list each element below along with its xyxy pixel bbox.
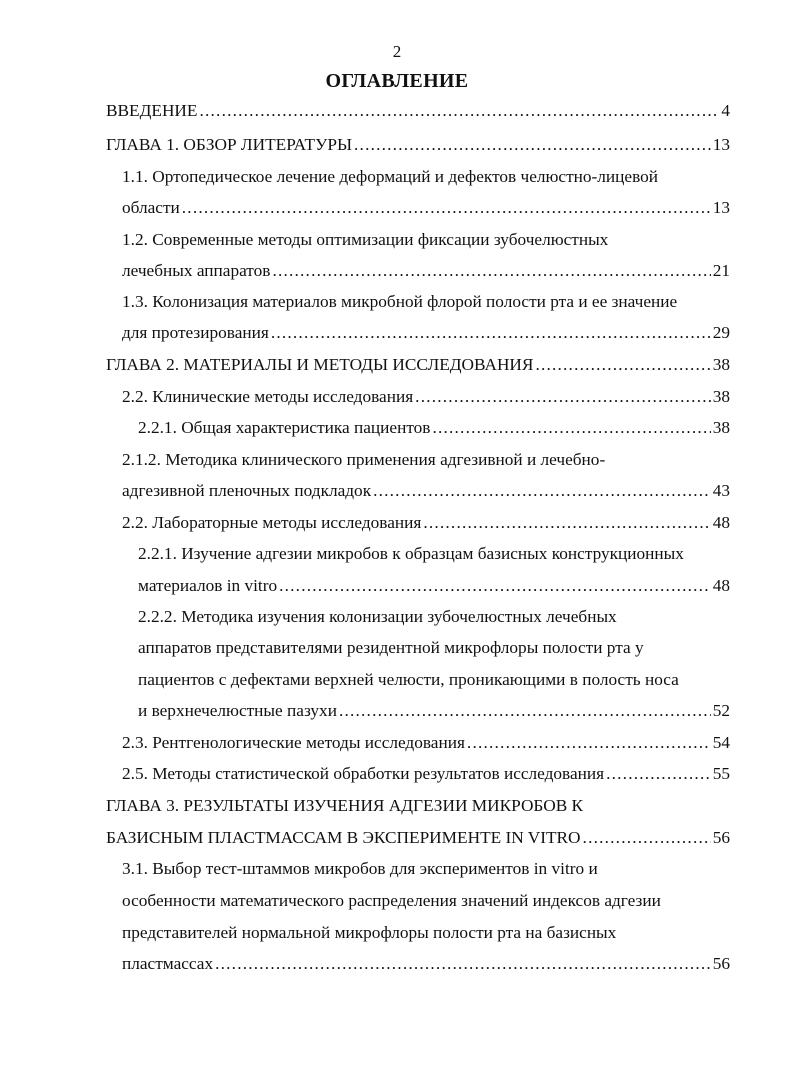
toc-page-number: 48: [712, 513, 730, 532]
toc-entry-text: БАЗИСНЫМ ПЛАСТМАССАМ В ЭКСПЕРИМЕНТЕ IN VITRO: [106, 828, 581, 847]
toc-entry-2-1-2-line-1: [122, 445, 730, 475]
toc-entry-text: ГЛАВА 2. МАТЕРИАЛЫ И МЕТОДЫ ИССЛЕДОВАНИЯ: [106, 355, 534, 374]
toc-leader: [467, 728, 711, 758]
toc-leader: [272, 256, 710, 286]
toc-entry-text: пластмассах: [122, 954, 214, 973]
toc-entry-text: лечебных аппаратов: [122, 261, 271, 280]
toc-page-number: 56: [712, 828, 730, 847]
toc-entry-2-2-2-line-1: [138, 602, 730, 632]
toc-entry-text: аппаратов представителями резидентной микрофлоры полости рта у: [138, 638, 644, 657]
toc-entry-text: 2.2. Клинические методы исследования: [122, 387, 414, 406]
toc-leader: [339, 696, 711, 726]
toc-leader: [182, 193, 711, 223]
toc-entry-text: ГЛАВА 1. ОБЗОР ЛИТЕРАТУРЫ: [106, 135, 353, 154]
page-number: 2: [392, 42, 402, 61]
toc-leader: [215, 949, 711, 979]
toc-leader: [354, 130, 711, 160]
toc-page-number: 54: [712, 733, 730, 752]
toc-entry-2-2-2-line-3: [138, 665, 730, 695]
toc-title: ОГЛАВЛЕНИЕ: [325, 70, 469, 92]
toc-entry-text: ГЛАВА 3. РЕЗУЛЬТАТЫ ИЗУЧЕНИЯ АДГЕЗИИ МИКРОБОВ К: [106, 796, 584, 815]
toc-entry-2-2-lab: [122, 508, 730, 538]
toc-entry-2-2-clinical: [122, 382, 730, 412]
toc-entry-2-1-2-line-2: [122, 476, 730, 506]
toc-entry-text: материалов in vitro: [138, 576, 278, 595]
toc-leader: [199, 96, 719, 126]
toc-page-number: 43: [712, 481, 730, 500]
toc-entry-text: 2.2. Лабораторные методы исследования: [122, 513, 422, 532]
toc-entry-text: 2.3. Рентгенологические методы исследования: [122, 733, 465, 752]
toc-page-number: 13: [712, 135, 730, 154]
toc-entry-text: ВВЕДЕНИЕ: [106, 101, 198, 120]
toc-page-number: 38: [712, 418, 730, 437]
toc-entry-3-1-line-2: [122, 886, 730, 916]
toc-leader: [271, 318, 711, 348]
toc-leader: [279, 571, 711, 601]
toc-entry-text: 3.1. Выбор тест-штаммов микробов для экспериментов in vitro и: [122, 859, 598, 878]
toc-page-number: 4: [721, 101, 730, 120]
toc-entry-text: 2.1.2. Методика клинического применения адгезивной и лечебно-: [122, 450, 606, 469]
toc-leader: [606, 759, 711, 789]
toc-entry-2-2-1-adhesion-line-1: [138, 539, 730, 569]
toc-entry-text: особенности математического распределения значений индексов адгезии: [122, 891, 661, 910]
toc-page-number: 56: [712, 954, 730, 973]
toc-entry-3-1-line-4: [122, 949, 730, 979]
toc-entry-chapter-2: [106, 350, 730, 380]
toc-entry-text: пациентов с дефектами верхней челюсти, проникающими в полость носа: [138, 670, 679, 689]
toc-entry-2-3: [122, 728, 730, 758]
toc-entry-text: представителей нормальной микрофлоры полости рта на базисных: [122, 923, 617, 942]
toc-leader: [583, 823, 711, 853]
toc-entry-3-1-line-3: [122, 918, 730, 948]
toc-entry-text: адгезивной пленочных подкладок: [122, 481, 372, 500]
toc-leader: [423, 508, 710, 538]
toc-entry-1-1-line-2: [122, 193, 730, 223]
toc-page-number: 52: [712, 701, 730, 720]
toc-entry-1-2-line-2: [122, 256, 730, 286]
toc-entry-text: 2.2.1. Изучение адгезии микробов к образцам базисных конструкционных: [138, 544, 684, 563]
toc-entry-2-2-1-adhesion-line-2: [138, 571, 730, 601]
toc-entry-3-1-line-1: [122, 854, 730, 884]
toc-entry-text: 1.3. Колонизация материалов микробной флорой полости рта и ее значение: [122, 292, 678, 311]
toc-entry-text: 2.2.2. Методика изучения колонизации зубочелюстных лечебных: [138, 607, 617, 626]
toc-entry-2-2-1-patients: [138, 413, 730, 443]
toc-page-number: 38: [712, 355, 730, 374]
toc-page-number: 29: [712, 323, 730, 342]
toc-entry-chapter-3-line-2: [106, 823, 730, 853]
toc-leader: [415, 382, 711, 412]
toc-page-number: 48: [712, 576, 730, 595]
toc-leader: [373, 476, 711, 506]
toc-entry-text: 2.2.1. Общая характеристика пациентов: [138, 418, 431, 437]
toc-entry-2-2-2-line-4: [138, 696, 730, 726]
toc-entry-introduction: [106, 96, 730, 126]
toc-entry-text: и верхнечелюстные пазухи: [138, 701, 337, 720]
toc-entry-chapter-3-line-1: [106, 791, 730, 821]
toc-entry-text: 1.1. Ортопедическое лечение деформаций и дефектов челюстно-лицевой: [122, 167, 659, 186]
toc-page-number: 55: [712, 764, 730, 783]
toc-entry-text: 1.2. Современные методы оптимизации фиксации зубочелюстных: [122, 230, 609, 249]
toc-entry-1-1-line-1: [122, 162, 730, 192]
toc-entry-text: области: [122, 198, 180, 217]
toc-entry-text: 2.5. Методы статистической обработки результатов исследования: [122, 764, 605, 783]
toc-entry-2-5: [122, 759, 730, 789]
toc-leader: [432, 413, 710, 443]
toc-entry-1-3-line-1: [122, 287, 730, 317]
toc-entry-2-2-2-line-2: [138, 633, 730, 663]
toc-entry-1-2-line-1: [122, 225, 730, 255]
toc-leader: [535, 350, 710, 380]
toc-entry-text: для протезирования: [122, 323, 269, 342]
toc-page-number: 38: [712, 387, 730, 406]
toc-page-number: 13: [712, 198, 730, 217]
toc-entry-1-3-line-2: [122, 318, 730, 348]
toc-page-number: 21: [712, 261, 730, 280]
toc-entry-chapter-1: [106, 130, 730, 160]
